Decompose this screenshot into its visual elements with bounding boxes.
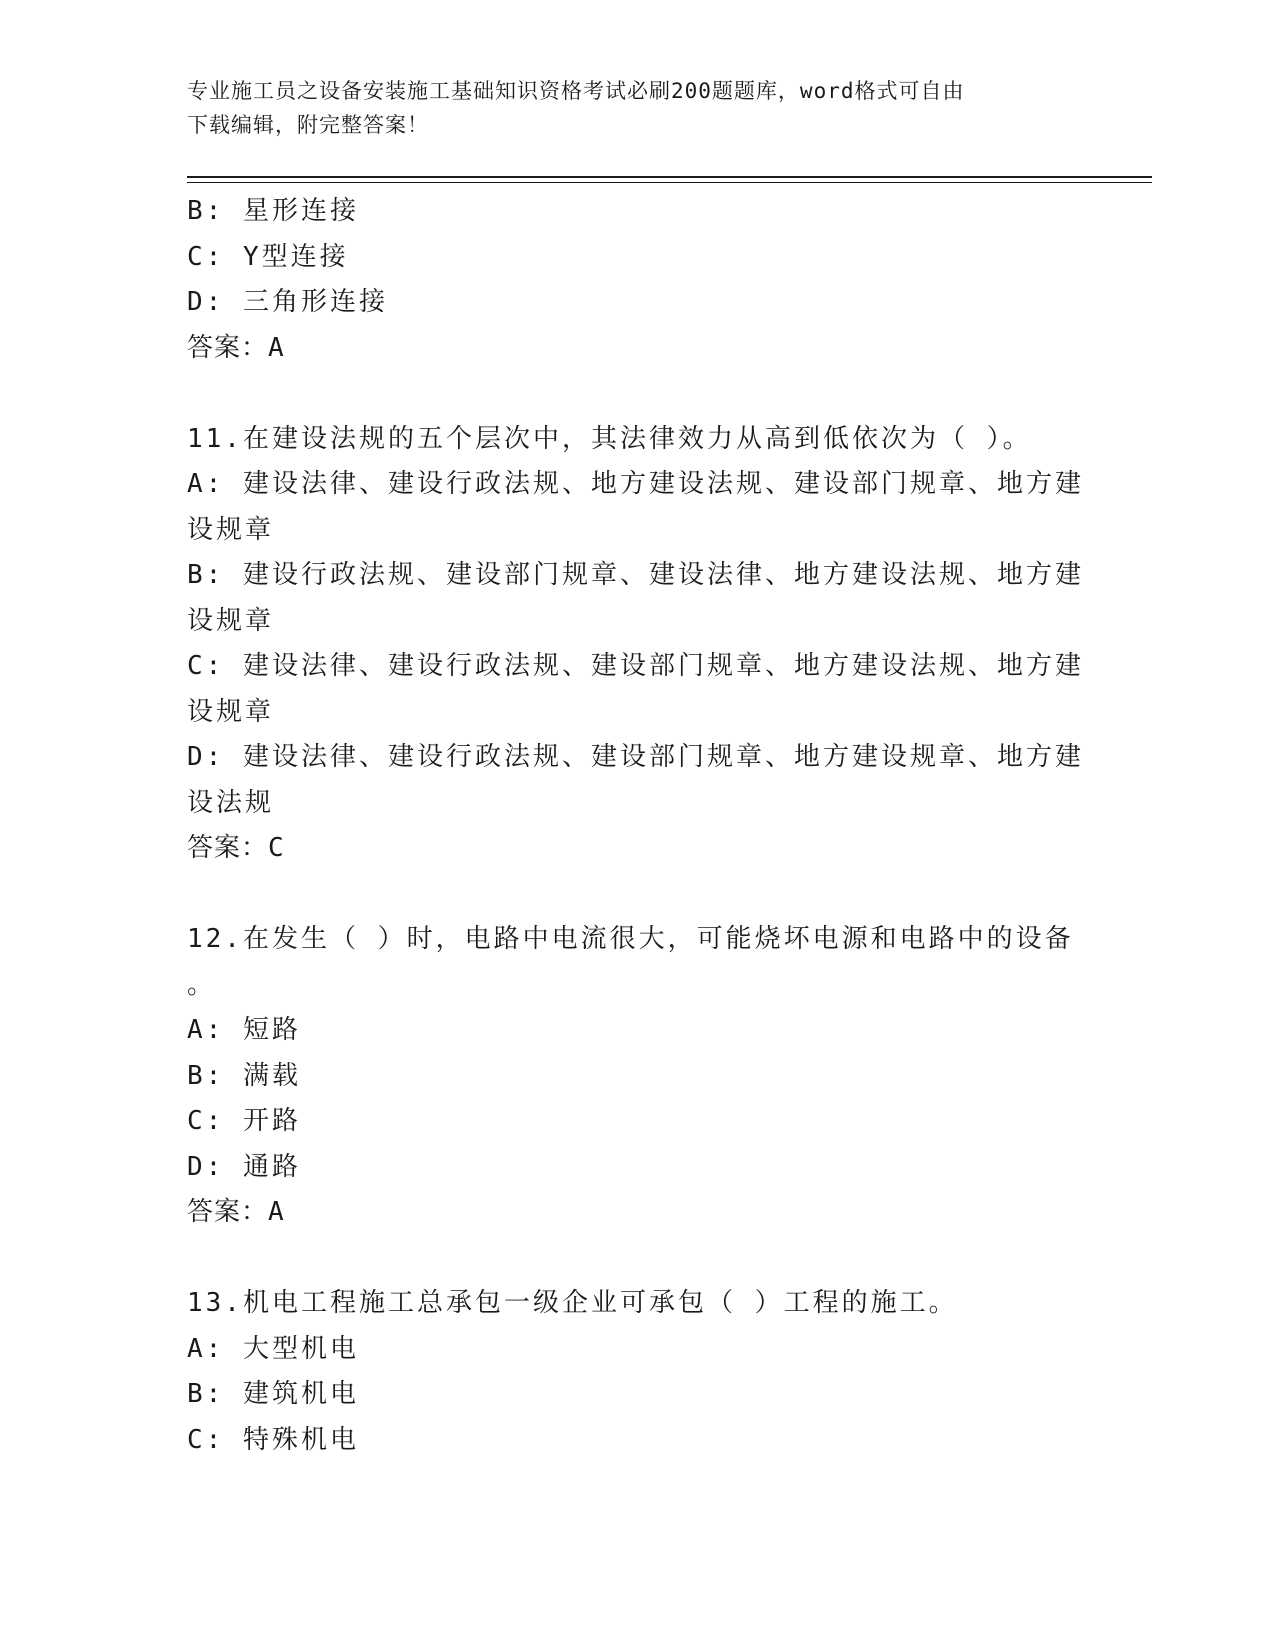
option-b: B: 满载	[187, 1060, 301, 1091]
question-list	[187, 189, 1087, 1463]
spacer	[187, 1236, 1087, 1282]
option-b: B: 星形连接	[187, 196, 359, 226]
spacer	[187, 371, 1087, 417]
answer-value: A	[268, 1197, 285, 1227]
question-stem: 13.机电工程施工总承包一级企业可承包（ ）工程的施工。	[187, 1288, 958, 1318]
option-d: D: 通路	[187, 1151, 301, 1182]
answer-line	[187, 1190, 1087, 1236]
header-line-2: 下载编辑，附完整答案！	[187, 113, 429, 137]
question-stem-continued: 。	[187, 969, 217, 1000]
answer-label: 答案：	[187, 833, 269, 863]
option-a-continued: 设规章	[187, 514, 275, 545]
option-a: A: 大型机电	[187, 1333, 359, 1364]
question-stem: 12.在发生（ ）时，电路中电流很大，可能烧坏电源和电路中的设备	[187, 924, 1074, 954]
spacer	[187, 872, 1087, 918]
question-stem: 11.在建设法规的五个层次中，其法律效力从高到低依次为（ ）。	[187, 423, 1032, 454]
option-b: B: 建设行政法规、建设部门规章、建设法律、地方建设法规、地方建	[187, 560, 1084, 590]
option-b: B: 建筑机电	[187, 1379, 359, 1409]
answer-label: 答案：	[187, 1197, 269, 1227]
answer-label: 答案：	[187, 332, 269, 363]
option-a: A: 短路	[187, 1015, 301, 1045]
question-12	[187, 917, 1087, 1236]
option-b-continued: 设规章	[187, 605, 275, 636]
document-header	[187, 74, 1067, 142]
header-rule-thick	[187, 176, 1152, 178]
option-c: C: Y型连接	[187, 241, 349, 272]
answer-value: C	[268, 833, 285, 863]
option-c-continued: 设规章	[187, 696, 275, 727]
option-d: D: 建设法律、建设行政法规、建设部门规章、地方建设规章、地方建	[187, 742, 1084, 772]
option-c: C: 建设法律、建设行政法规、建设部门规章、地方建设法规、地方建	[187, 651, 1084, 681]
question-11	[187, 417, 1087, 872]
option-a: A: 建设法律、建设行政法规、地方建设法规、建设部门规章、地方建	[187, 469, 1084, 499]
question-10-tail	[187, 189, 1087, 371]
option-d: D: 三角形连接	[187, 287, 388, 317]
header-line-1: 专业施工员之设备安装施工基础知识资格考试必刷200题题库，word格式可自由	[187, 79, 965, 103]
option-d-continued: 设法规	[187, 787, 275, 818]
question-13	[187, 1281, 1087, 1463]
answer-line	[187, 326, 1087, 372]
answer-line	[187, 826, 1087, 872]
option-c: C: 开路	[187, 1106, 301, 1136]
header-rule-thin	[187, 182, 1152, 183]
option-c: C: 特殊机电	[187, 1424, 359, 1455]
answer-value: A	[268, 332, 285, 363]
